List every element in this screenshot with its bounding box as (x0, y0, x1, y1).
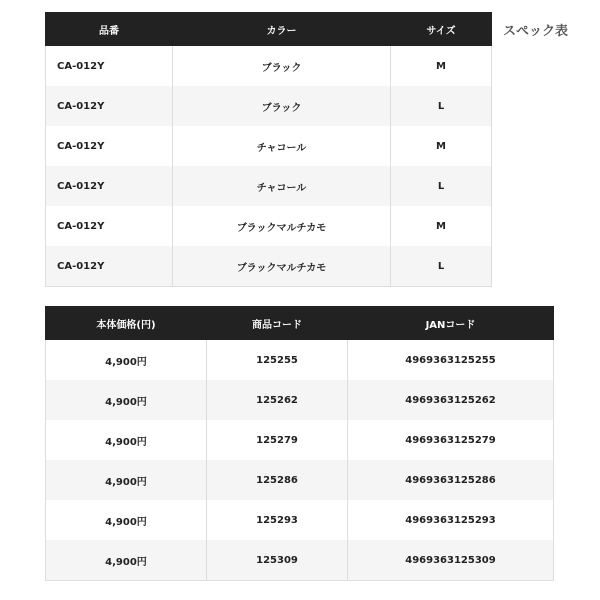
cell-product-code: 125309 (207, 540, 348, 581)
cell-product-number: CA-012Y (46, 126, 173, 166)
cell-product-code: 125262 (207, 380, 348, 420)
table-header-row (46, 307, 554, 340)
cell-product-code: 125279 (207, 420, 348, 460)
cell-size: L (391, 246, 492, 287)
cell-product-code: 125286 (207, 460, 348, 500)
cell-product-number: CA-012Y (46, 206, 173, 246)
cell-jan-code: 4969363125293 (348, 500, 554, 540)
cell-product-number: CA-012Y (46, 86, 173, 126)
table-row (46, 206, 492, 246)
header-color: カラー (173, 13, 391, 46)
header-product-code: 商品コード (207, 307, 348, 340)
cell-jan-code: 4969363125262 (348, 380, 554, 420)
cell-color: ブラック (173, 46, 391, 87)
cell-price: 4,900円 (46, 420, 207, 460)
table-row (46, 246, 492, 287)
cell-jan-code: 4969363125255 (348, 340, 554, 381)
cell-color: チャコール (173, 126, 391, 166)
cell-product-number: CA-012Y (46, 166, 173, 206)
cell-color: チャコール (173, 166, 391, 206)
table-row (46, 340, 554, 381)
header-price: 本体価格(円) (46, 307, 207, 340)
cell-color: ブラック (173, 86, 391, 126)
table-row (46, 380, 554, 420)
cell-product-number: CA-012Y (46, 246, 173, 287)
cell-color: ブラックマルチカモ (173, 246, 391, 287)
cell-size: L (391, 166, 492, 206)
cell-size: M (391, 126, 492, 166)
cell-product-code: 125293 (207, 500, 348, 540)
table-row (46, 460, 554, 500)
cell-product-number: CA-012Y (46, 46, 173, 87)
cell-jan-code: 4969363125279 (348, 420, 554, 460)
table-row (46, 86, 492, 126)
product-variant-table (45, 12, 492, 287)
cell-price: 4,900円 (46, 380, 207, 420)
cell-jan-code: 4969363125309 (348, 540, 554, 581)
table-row (46, 166, 492, 206)
spec-table-label: スペック表 (503, 24, 569, 39)
table-row (46, 420, 554, 460)
cell-jan-code: 4969363125286 (348, 460, 554, 500)
cell-price: 4,900円 (46, 340, 207, 381)
header-jan-code: JANコード (348, 307, 554, 340)
header-product-number: 品番 (46, 13, 173, 46)
table-header-row (46, 13, 492, 46)
table-row (46, 126, 492, 166)
cell-price: 4,900円 (46, 460, 207, 500)
cell-price: 4,900円 (46, 540, 207, 581)
cell-size: M (391, 206, 492, 246)
cell-price: 4,900円 (46, 500, 207, 540)
cell-size: M (391, 46, 492, 87)
cell-size: L (391, 86, 492, 126)
price-code-table (45, 306, 554, 581)
table-row (46, 46, 492, 87)
table-row (46, 540, 554, 581)
table-row (46, 500, 554, 540)
cell-product-code: 125255 (207, 340, 348, 381)
header-size: サイズ (391, 13, 492, 46)
cell-color: ブラックマルチカモ (173, 206, 391, 246)
